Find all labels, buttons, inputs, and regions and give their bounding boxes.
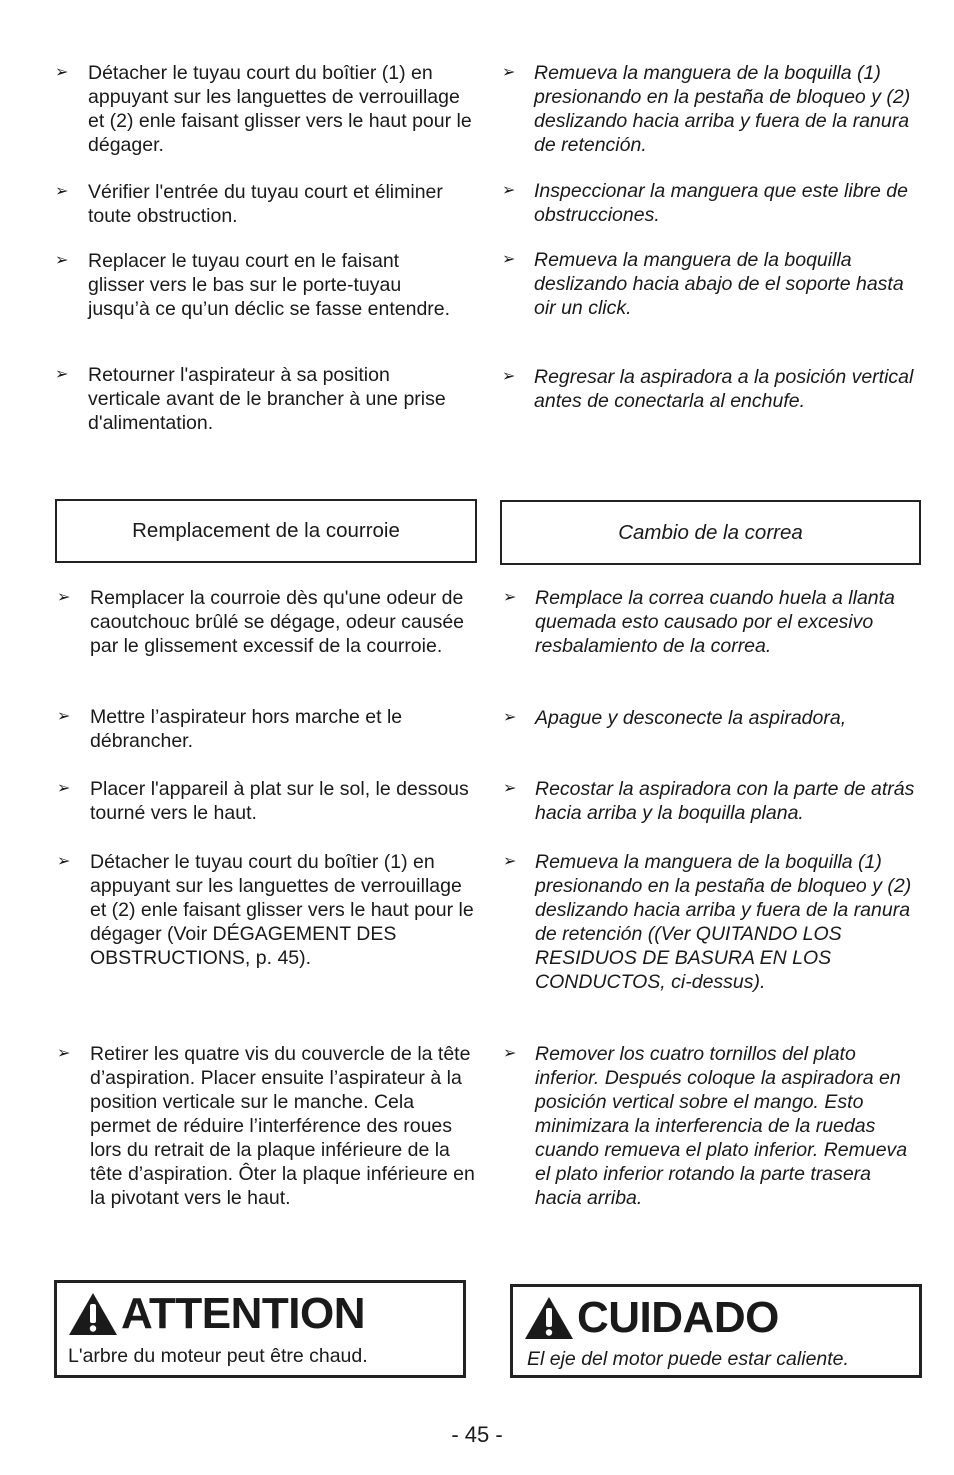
list-item [57, 850, 477, 970]
list-item [57, 777, 477, 825]
warning-box-es [510, 1284, 922, 1378]
list-item-text: Retirer les quatre vis du couvercle de la tête d’aspiration. Placer ensuite l’aspirateur à la position verticale sur le manche. Cela permet de réduire l’interférence des roues lors du retrait de la plaque inférieure de la tête d’aspiration. Ôter la plaque inférieure en la pivotant vers le haut. [90, 1043, 475, 1209]
arrow-bullet-icon: ➢ [55, 252, 69, 269]
arrow-bullet-icon: ➢ [55, 183, 69, 200]
warning-title-row [523, 1293, 779, 1343]
list-item [57, 705, 477, 753]
list-item-text: Remueva la manguera de la boquilla (1) presionando en la pestaña de bloqueo y (2) deslizando hacia arriba y fuera de la ranura de retención ((Ver QUITANDO LOS RESIDUOS DE BASURA EN LOS CONDUCTOS, ci-dessus). [535, 851, 912, 993]
list-item [57, 586, 477, 658]
list-item-text: Mettre l’aspirateur hors marche et le débrancher. [90, 706, 403, 752]
list-item-text: Détacher le tuyau court du boîtier (1) en appuyant sur les languettes de verrouillage et (2) enle faisant glisser vers le haut pour le dégager (Voir DÉGAGEMENT DES OBSTRUCTIONS, p. 45). [90, 851, 474, 969]
list-item-text: Remueva la manguera de la boquilla (1) presionando en la pestaña de bloqueo y (2) deslizando hacia arriba y fuera de la ranura de retención. [534, 62, 911, 156]
arrow-bullet-icon: ➢ [502, 182, 516, 199]
list-item [503, 777, 923, 825]
warning-title: CUIDADO [577, 1293, 779, 1342]
list-item [503, 706, 923, 730]
list-item [502, 179, 922, 227]
section-heading-es: Cambio de la correa [500, 500, 921, 565]
arrow-bullet-icon: ➢ [503, 853, 517, 870]
list-item-text: Apague y desconecte la aspiradora, [535, 707, 847, 729]
arrow-bullet-icon: ➢ [55, 366, 69, 383]
list-item-text: Replacer le tuyau court en le faisant glisser vers le bas sur le porte-tuyau jusqu’à ce qu’un déclic se fasse entendre. [88, 250, 451, 320]
list-item-text: Recostar la aspiradora con la parte de atrás hacia arriba y la boquilla plana. [535, 778, 915, 824]
arrow-bullet-icon: ➢ [502, 251, 516, 268]
list-item [55, 61, 473, 157]
list-item [502, 365, 922, 413]
list-item [503, 1042, 923, 1210]
arrow-bullet-icon: ➢ [55, 64, 69, 81]
list-item [502, 61, 922, 157]
list-item [503, 586, 923, 658]
arrow-bullet-icon: ➢ [57, 780, 71, 797]
section-heading-fr: Remplacement de la courroie [55, 499, 477, 563]
warning-box-fr [54, 1280, 466, 1378]
page-number: - 45 - [451, 1422, 503, 1447]
arrow-bullet-icon: ➢ [503, 1045, 517, 1062]
list-item-text: Retourner l'aspirateur à sa position verticale avant de le brancher à une prise d'alimentation. [88, 364, 446, 434]
warning-title-row [67, 1289, 365, 1339]
arrow-bullet-icon: ➢ [503, 589, 517, 606]
warning-title: ATTENTION [121, 1289, 365, 1338]
warning-triangle-icon [67, 1291, 119, 1337]
list-item [57, 1042, 477, 1210]
list-item [503, 850, 923, 994]
list-item [502, 248, 922, 320]
list-item [55, 363, 455, 435]
list-item-text: Remplacer la courroie dès qu'une odeur de caoutchouc brûlé se dégage, odeur causée par le glissement excessif de la courroie. [90, 587, 465, 657]
warning-text: L'arbre du moteur peut être chaud. [68, 1345, 368, 1367]
arrow-bullet-icon: ➢ [502, 368, 516, 385]
list-item-text: Placer l'appareil à plat sur le sol, le dessous tourné vers le haut. [90, 778, 469, 824]
arrow-bullet-icon: ➢ [57, 853, 71, 870]
list-item [55, 180, 473, 228]
list-item-text: Inspeccionar la manguera que este libre de obstrucciones. [534, 180, 908, 226]
arrow-bullet-icon: ➢ [502, 64, 516, 81]
warning-text: El eje del motor puede estar caliente. [527, 1348, 849, 1370]
arrow-bullet-icon: ➢ [503, 709, 517, 726]
list-item-text: Vérifier l'entrée du tuyau court et éliminer toute obstruction. [88, 181, 443, 227]
list-item-text: Remueva la manguera de la boquilla deslizando hacia abajo de el soporte hasta oir un click. [534, 249, 904, 319]
list-item-text: Remplace la correa cuando huela a llanta quemada esto causado por el excesivo resbalamiento de la correa. [535, 587, 895, 657]
arrow-bullet-icon: ➢ [503, 780, 517, 797]
list-item-text: Remover los cuatro tornillos del plato inferior. Después coloque la aspiradora en posición vertical sobre el mango. Esto minimizara la interferencia de la ruedas cuando remueva el plato inferior. Remueva el plato inferior rotando la parte trasera hacia arriba. [535, 1043, 908, 1209]
list-item-text: Regresar la aspiradora a la posición vertical antes de conectarla al enchufe. [534, 366, 914, 412]
warning-triangle-icon [523, 1295, 575, 1341]
list-item-text: Détacher le tuyau court du boîtier (1) en appuyant sur les languettes de verrouillage et (2) enle faisant glisser vers le haut pour le dégager. [88, 62, 472, 156]
arrow-bullet-icon: ➢ [57, 1045, 71, 1062]
list-item [55, 249, 455, 321]
arrow-bullet-icon: ➢ [57, 589, 71, 606]
arrow-bullet-icon: ➢ [57, 708, 71, 725]
